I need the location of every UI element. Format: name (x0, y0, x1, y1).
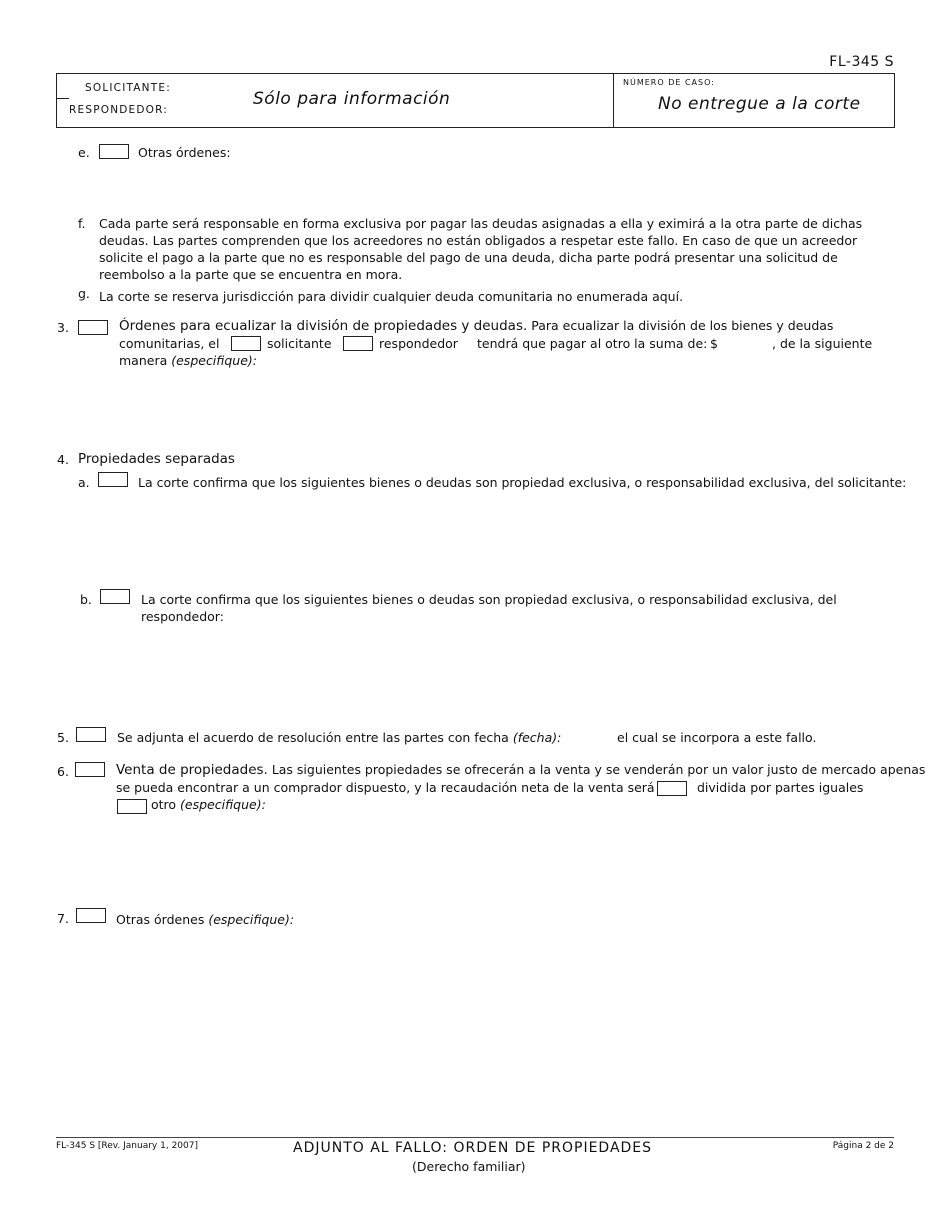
item-4-heading: Propiedades separadas (78, 451, 235, 467)
item-6-checkbox[interactable] (75, 762, 105, 777)
item-3-text3: tendrá que pagar al otro la suma de: (477, 336, 708, 351)
petitioner-label: SOLICITANTE: (85, 82, 171, 94)
item-g-letter: g. (78, 286, 90, 301)
item-4b-text2: respondedor: (141, 609, 224, 624)
item-e-checkbox[interactable] (99, 144, 129, 159)
item-4b-letter: b. (80, 592, 92, 607)
item-3-text4: , de la siguiente (772, 336, 873, 351)
item-7-line (116, 912, 294, 927)
item-f-line: solicite el pago a la parte que no es responsable del pago de una deuda, dicha parte podrá presentar una solicitud de (99, 250, 838, 265)
item-3-number: 3. (57, 320, 69, 335)
footer-rule (56, 1137, 894, 1138)
item-f-line: reembolso a la parte que se encuentra en mora. (99, 267, 403, 282)
case-number-label: NÚMERO DE CASO: (623, 78, 715, 87)
item-3-text1: Para ecualizar la división de los bienes y deudas (531, 318, 834, 333)
item-6-equal-label: dividida por partes iguales (697, 780, 864, 795)
item-3-checkbox[interactable] (78, 320, 108, 335)
item-3-specify: (especifique): (171, 353, 257, 368)
item-5-number: 5. (57, 730, 69, 745)
item-3-text5: manera (119, 353, 168, 368)
item-3-line1 (119, 318, 833, 334)
item-e-text: Otras órdenes: (138, 145, 231, 160)
item-4a-text: La corte confirma que los siguientes bienes o deudas son propiedad exclusiva, o responsabilidad exclusiva, del solicitante: (138, 475, 907, 490)
item-3-dollar-sign: $ (710, 336, 718, 351)
item-3-respondent-checkbox[interactable] (343, 336, 373, 351)
item-6-number: 6. (57, 764, 69, 779)
item-4b-text1: La corte confirma que los siguientes bienes o deudas son propiedad exclusiva, o responsabilidad exclusiva, del (141, 592, 837, 607)
item-6-other-line (151, 797, 266, 812)
item-6-equal-checkbox[interactable] (657, 781, 687, 796)
header-divider (613, 74, 614, 127)
item-4-number: 4. (57, 452, 69, 467)
item-f-line: Cada parte será responsable en forma exclusiva por pagar las deudas asignadas a ella y eximirá a la otra parte de dichas (99, 216, 863, 231)
item-3-text2: comunitarias, el (119, 336, 220, 351)
item-6-line1 (116, 762, 925, 778)
footer-subtitle: (Derecho familiar) (412, 1159, 526, 1174)
footer-page-number: Página 2 de 2 (832, 1141, 894, 1151)
item-6-specify: (especifique): (180, 797, 266, 812)
form-id: FL-345 S (829, 54, 894, 70)
item-3-petitioner-checkbox[interactable] (231, 336, 261, 351)
item-4a-checkbox[interactable] (98, 472, 128, 487)
item-7-specify: (especifique): (208, 912, 295, 927)
item-e-letter: e. (78, 145, 90, 160)
item-6-heading: Venta de propiedades. (116, 762, 268, 778)
item-g-text: La corte se reserva jurisdicción para dividir cualquier deuda comunitaria no enumerada aquí. (99, 289, 684, 304)
item-7-number: 7. (57, 911, 69, 926)
header-tick (57, 98, 69, 99)
footer-revision: FL-345 S [Rev. January 1, 2007] (56, 1141, 198, 1151)
item-f-paragraph (99, 215, 862, 283)
item-5-text1 (117, 730, 561, 745)
item-6-text2: se pueda encontrar a un comprador dispuesto, y la recaudación neta de la venta será (116, 780, 655, 795)
item-f-letter: f. (78, 216, 86, 231)
item-7-text: Otras órdenes (116, 912, 205, 927)
item-3-respondent-label: respondedor (379, 336, 458, 351)
caption-header (56, 73, 895, 128)
item-3-petitioner-label: solicitante (267, 336, 332, 351)
info-only-text: Sólo para información (253, 89, 451, 109)
footer-title: ADJUNTO AL FALLO: ORDEN DE PROPIEDADES (293, 1140, 653, 1156)
item-4a-letter: a. (78, 475, 90, 490)
respondent-label: RESPONDEDOR: (69, 104, 169, 116)
item-f-line: deudas. Las partes comprenden que los acreedores no están obligados a respetar este fallo. En caso de que un acreedor (99, 233, 858, 248)
item-5-date-label: (fecha): (512, 730, 562, 745)
item-6-text1: Las siguientes propiedades se ofrecerán a la venta y se venderán por un valor justo de mercado apenas (271, 762, 926, 777)
item-6-other-label: otro (151, 797, 177, 812)
item-5-text2: el cual se incorpora a este fallo. (617, 730, 817, 745)
item-4b-checkbox[interactable] (100, 589, 130, 604)
item-3-heading: Órdenes para ecualizar la división de propiedades y deudas. (119, 318, 528, 334)
item-5-text1-span: Se adjunta el acuerdo de resolución entre las partes con fecha (117, 730, 509, 745)
item-3-line3 (119, 353, 257, 368)
item-5-checkbox[interactable] (76, 727, 106, 742)
item-6-other-checkbox[interactable] (117, 799, 147, 814)
do-not-submit-notice: No entregue a la corte (658, 94, 861, 114)
item-7-checkbox[interactable] (76, 908, 106, 923)
